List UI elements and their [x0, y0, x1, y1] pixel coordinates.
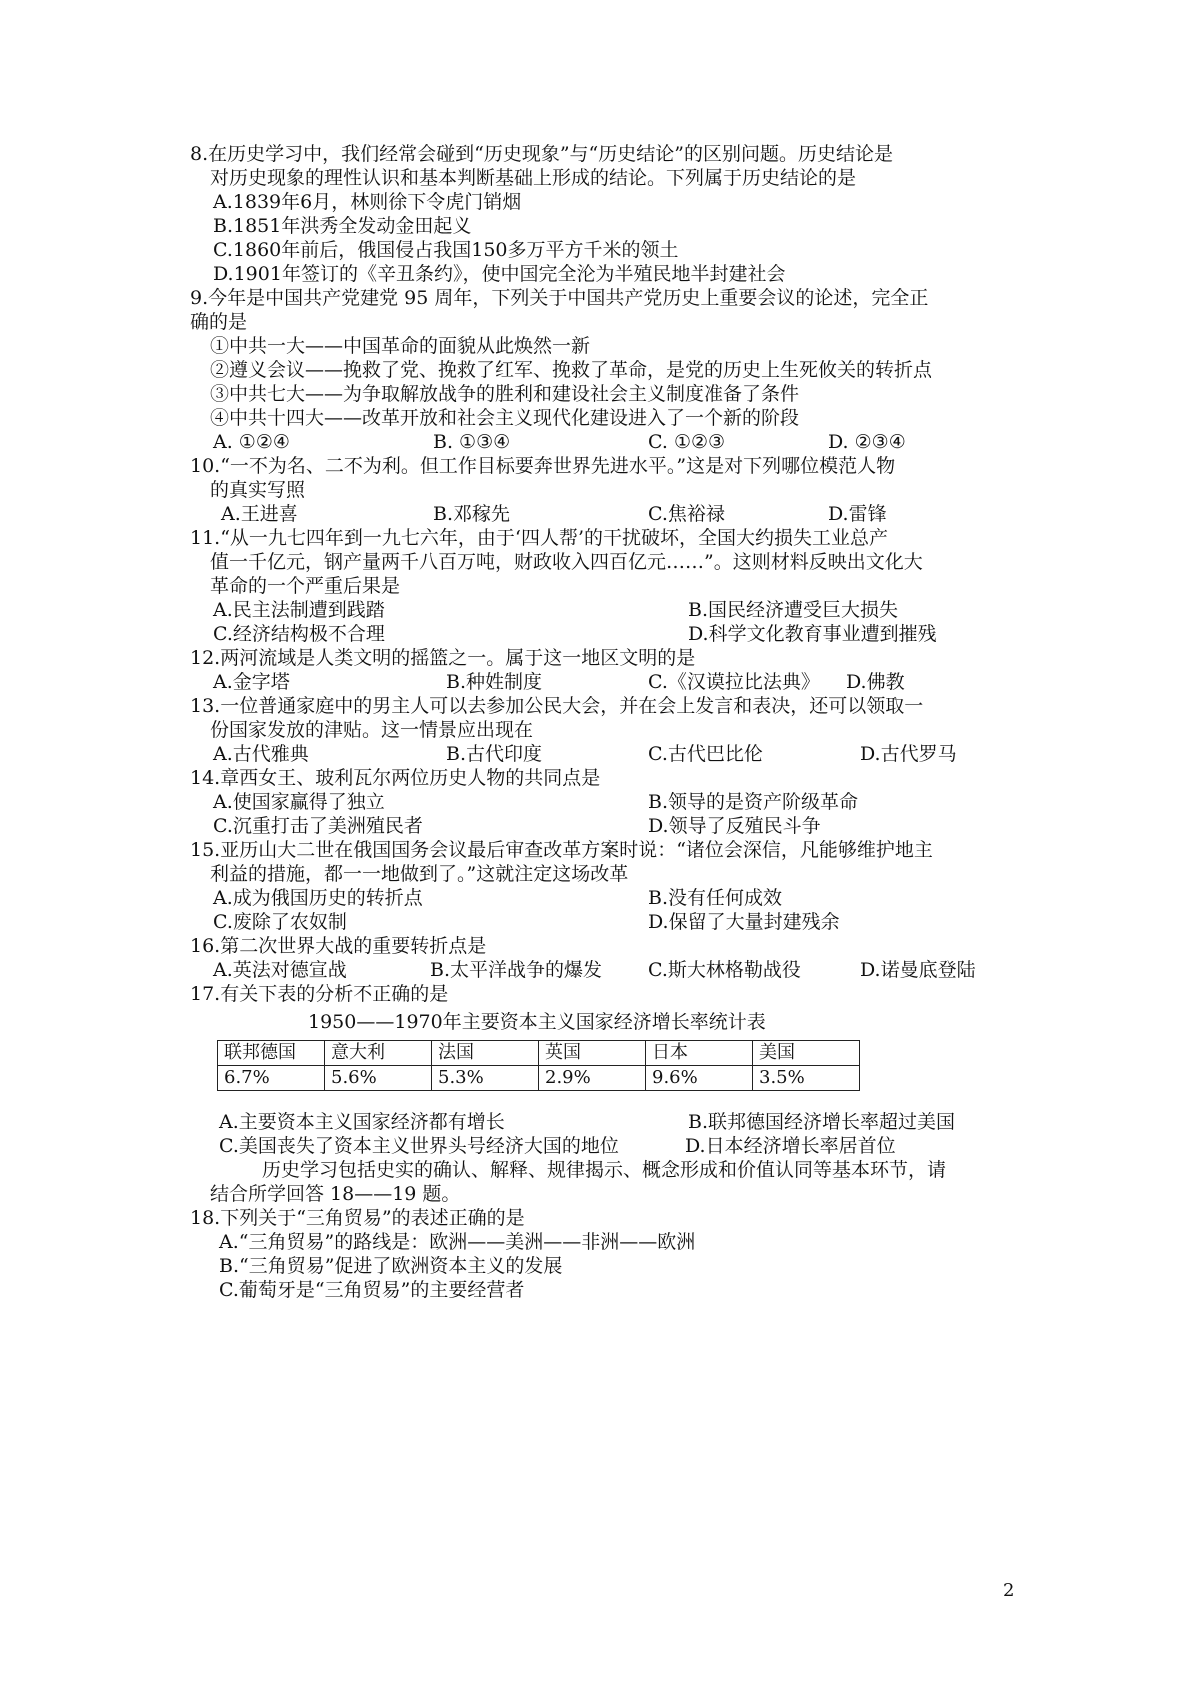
q11-option-b: B.国民经济遭受巨大损失: [688, 599, 899, 621]
q14-stem-line1: 14.章西女王、玻利瓦尔两位历史人物的共同点是: [190, 767, 601, 789]
table-header-cell: 英国: [539, 1041, 646, 1066]
q9-stem-line2: 确的是: [190, 311, 248, 333]
q11-stem-line3: 革命的一个严重后果是: [210, 575, 401, 597]
table-cell: 3.5%: [753, 1066, 860, 1091]
q11-stem-line1: 11.“从一九七四年到一九七六年，由于‘四人帮’的干扰破坏，全国大约损失工业总产: [190, 527, 889, 549]
q16-option-a: A.英法对德宣战: [213, 959, 347, 981]
q13-stem-line1: 13.一位普通家庭中的男主人可以去参加公民大会，并在会上发言和表决，还可以领取一: [190, 695, 924, 717]
q13-option-b: B.古代印度: [446, 743, 543, 765]
q9-item-2: ②遵义会议——挽救了党、挽救了红军、挽救了革命，是党的历史上生死攸关的转折点: [210, 359, 933, 381]
q9-stem-line1: 9.今年是中国共产党建党 95 周年，下列关于中国共产党历史上重要会议的论述，完全正: [190, 287, 929, 309]
q8-option-c: C.1860年前后，俄国侵占我国150多万平方千米的领土: [213, 239, 679, 261]
q9-option-a: A. ①②④: [213, 431, 290, 453]
q13-option-c: C.古代巴比伦: [648, 743, 763, 765]
q8-stem-line2: 对历史现象的理性认识和基本判断基础上形成的结论。下列属于历史结论的是: [210, 167, 857, 189]
q10-option-c: C.焦裕禄: [648, 503, 725, 525]
q15-option-d: D.保留了大量封建残余: [648, 911, 840, 933]
q11-option-c: C.经济结构极不合理: [213, 623, 385, 645]
q11-option-d: D.科学文化教育事业遭到摧残: [688, 623, 937, 645]
table-cell: 2.9%: [539, 1066, 646, 1091]
q10-option-d: D.雷锋: [828, 503, 887, 525]
q12-stem-line1: 12.两河流域是人类文明的摇篮之一。属于这一地区文明的是: [190, 647, 696, 669]
q13-option-a: A.古代雅典: [213, 743, 309, 765]
table-header-cell: 日本: [646, 1041, 753, 1066]
q11-option-a: A.民主法制遭到践踏: [213, 599, 385, 621]
growth-rate-table: [217, 1040, 860, 1091]
q14-option-c: C.沉重打击了美洲殖民者: [213, 815, 423, 837]
q8-stem-line1: 8.在历史学习中，我们经常会碰到“历史现象”与“历史结论”的区别问题。历史结论是: [190, 143, 893, 165]
table-header-cell: 意大利: [325, 1041, 432, 1066]
q10-option-a: A.王进喜: [221, 503, 298, 525]
table-header-cell: 美国: [753, 1041, 860, 1066]
table-cell: 5.6%: [325, 1066, 432, 1091]
q12-option-a: A.金字塔: [213, 671, 290, 693]
table-cell: 6.7%: [218, 1066, 325, 1091]
q15-option-c: C.废除了农奴制: [213, 911, 347, 933]
q10-stem-line2: 的真实写照: [210, 479, 306, 501]
q18-option-b: B.“三角贸易”促进了欧洲资本主义的发展: [219, 1255, 563, 1277]
q17-option-c: C.美国丧失了资本主义世界头号经济大国的地位: [219, 1135, 619, 1157]
q14-option-a: A.使国家赢得了独立: [213, 791, 385, 813]
section-intro-line2: 结合所学回答 18——19 题。: [210, 1183, 461, 1205]
section-intro-line1: 历史学习包括史实的确认、解释、规律揭示、概念形成和价值认同等基本环节，请: [262, 1159, 947, 1181]
table-cell: 5.3%: [432, 1066, 539, 1091]
q10-stem-line1: 10.“一不为名、二不为利。但工作目标要奔世界先进水平。”这是对下列哪位模范人物: [190, 455, 896, 477]
q9-item-1: ①中共一大——中国革命的面貌从此焕然一新: [210, 335, 591, 357]
q18-stem-line1: 18.下列关于“三角贸易”的表述正确的是: [190, 1207, 525, 1229]
q17-stem-line1: 17.有关下表的分析不正确的是: [190, 983, 449, 1005]
q9-item-3: ③中共七大——为争取解放战争的胜利和建设社会主义制度准备了条件: [210, 383, 800, 405]
page-number: 2: [1003, 1580, 1015, 1601]
q9-option-c: C. ①②③: [648, 431, 726, 453]
q12-option-c: C.《汉谟拉比法典》: [648, 671, 820, 693]
table-header-cell: 联邦德国: [218, 1041, 325, 1066]
q14-option-d: D.领导了反殖民斗争: [648, 815, 821, 837]
q9-item-4: ④中共十四大——改革开放和社会主义现代化建设进入了一个新的阶段: [210, 407, 800, 429]
q16-option-b: B.太平洋战争的爆发: [430, 959, 603, 981]
q8-option-b: B.1851年洪秀全发动金田起义: [213, 215, 472, 237]
q17-option-b: B.联邦德国经济增长率超过美国: [688, 1111, 956, 1133]
q17-option-d: D.日本经济增长率居首位: [685, 1135, 896, 1157]
table-row: [218, 1066, 860, 1091]
q16-option-d: D.诺曼底登陆: [860, 959, 976, 981]
table-header-cell: 法国: [432, 1041, 539, 1066]
q12-option-b: B.种姓制度: [446, 671, 543, 693]
table-header-row: [218, 1041, 860, 1066]
q18-option-c: C.葡萄牙是“三角贸易”的主要经营者: [219, 1279, 525, 1301]
q17-option-a: A.主要资本主义国家经济都有增长: [219, 1111, 505, 1133]
q8-option-a: A.1839年6月，林则徐下令虎门销烟: [213, 191, 522, 213]
q10-option-b: B.邓稼先: [433, 503, 511, 525]
q8-option-d: D.1901年签订的《辛丑条约》，使中国完全沦为半殖民地半封建社会: [213, 263, 786, 285]
q11-stem-line2: 值一千亿元，钢产量两千八百万吨，财政收入四百亿元……”。这则材料反映出文化大: [210, 551, 923, 573]
q15-stem-line1: 15.亚历山大二世在俄国国务会议最后审查改革方案时说：“诸位会深信，凡能够维护地主: [190, 839, 933, 861]
q9-option-d: D. ②③④: [828, 431, 906, 453]
q16-stem-line1: 16.第二次世界大战的重要转折点是: [190, 935, 487, 957]
q16-option-c: C.斯大林格勒战役: [648, 959, 801, 981]
q17-table-title: 1950——1970年主要资本主义国家经济增长率统计表: [308, 1011, 766, 1033]
table-cell: 9.6%: [646, 1066, 753, 1091]
q15-option-b: B.没有任何成效: [648, 887, 783, 909]
q15-option-a: A.成为俄国历史的转折点: [213, 887, 423, 909]
q14-option-b: B.领导的是资产阶级革命: [648, 791, 859, 813]
q13-option-d: D.古代罗马: [860, 743, 957, 765]
q12-option-d: D.佛教: [846, 671, 905, 693]
q13-stem-line2: 份国家发放的津贴。这一情景应出现在: [210, 719, 534, 741]
q15-stem-line2: 利益的措施，都一一地做到了。”这就注定这场改革: [210, 863, 629, 885]
q9-option-b: B. ①③④: [433, 431, 511, 453]
q18-option-a: A.“三角贸易”的路线是：欧洲——美洲——非洲——欧洲: [219, 1231, 696, 1253]
